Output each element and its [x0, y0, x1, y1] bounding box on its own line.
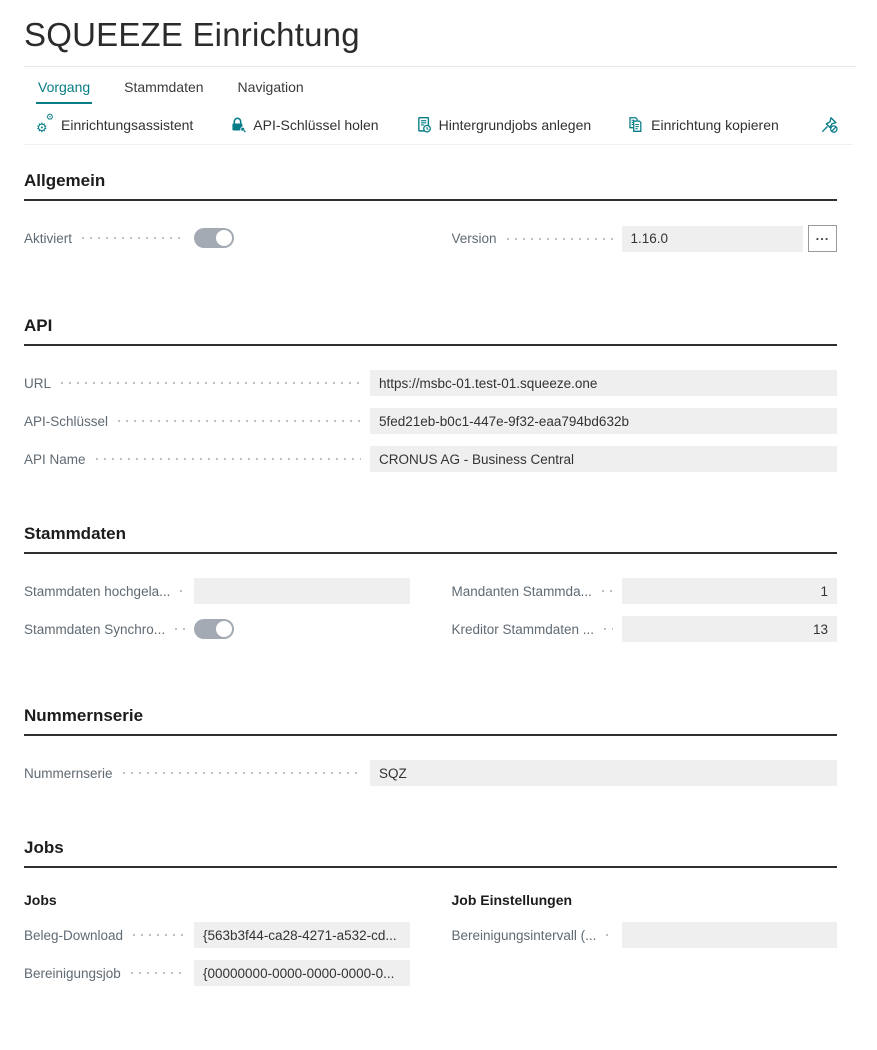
- toggle-knob: [216, 621, 232, 637]
- page-title: SQUEEZE Einrichtung: [24, 16, 360, 53]
- version-field[interactable]: [622, 226, 804, 252]
- get-api-key-label: API-Schlüssel holen: [253, 116, 379, 133]
- nummernserie-field[interactable]: [370, 760, 837, 786]
- nummernserie-row: [24, 760, 837, 786]
- api-key-row: [24, 408, 837, 434]
- allgemein-left-column: [24, 225, 410, 263]
- dotted-leader: [599, 590, 613, 592]
- nummernserie-label: Nummernserie: [24, 765, 113, 781]
- bereinigungsjob-value: {00000000-0000-0000-0000-0...: [203, 965, 395, 981]
- mandanten-row: [452, 578, 838, 604]
- stammdaten-right-column: [452, 578, 838, 654]
- section-jobs: [24, 838, 837, 998]
- mandanten-value: 1: [820, 583, 828, 599]
- create-background-jobs-label: Hintergrundjobs anlegen: [438, 116, 592, 133]
- dotted-leader: [128, 972, 185, 974]
- lock-key-icon: [229, 116, 246, 133]
- allgemein-right-column: [452, 225, 838, 264]
- api-name-row: [24, 446, 837, 472]
- document-clock-icon: [415, 116, 432, 133]
- hochgeladen-row: [24, 578, 410, 604]
- job-einstellungen-subgroup-title: Job Einstellungen: [451, 892, 573, 908]
- copy-icon: [627, 116, 644, 133]
- beleg-download-field[interactable]: [194, 922, 410, 948]
- version-value: 1.16.0: [630, 231, 669, 246]
- get-api-key-button[interactable]: [229, 116, 378, 133]
- create-background-jobs-button[interactable]: [415, 116, 592, 133]
- dotted-leader: [130, 934, 185, 936]
- nummernserie-value: SQZ: [379, 765, 407, 781]
- api-key-value: 5fed21eb-b0c1-447e-9f32-eaa794bd632b: [379, 413, 629, 429]
- synchro-row: [24, 616, 410, 642]
- api-name-label: API Name: [24, 451, 86, 467]
- toggle-knob: [216, 230, 232, 246]
- dotted-leader: [115, 420, 361, 422]
- stammdaten-left-column: [24, 578, 410, 654]
- aktiviert-row: [24, 225, 410, 251]
- kreditor-row: [452, 616, 838, 642]
- bereinigungsjob-label: Bereinigungsjob: [24, 965, 121, 981]
- section-title-stammdaten: Stammdaten: [24, 524, 837, 554]
- setup-wizard-button[interactable]: [36, 113, 194, 136]
- bereinigungsjob-row: [24, 960, 410, 986]
- url-row: [24, 370, 837, 396]
- dotted-leader: [177, 590, 185, 592]
- dotted-leader: [93, 458, 361, 460]
- synchro-toggle[interactable]: [194, 619, 234, 639]
- setup-wizard-label: Einrichtungsassistent: [61, 116, 194, 133]
- copy-setup-button[interactable]: [627, 116, 779, 133]
- tab-bar: [24, 67, 853, 104]
- version-label: Version: [451, 231, 497, 246]
- jobs-subgroup-title: Jobs: [24, 892, 57, 908]
- url-value: https://msbc-01.test-01.squeeze.one: [379, 375, 598, 391]
- dotted-leader: [172, 628, 185, 630]
- synchro-label: Stammdaten Synchro...: [24, 621, 166, 637]
- section-title-nummernserie: Nummernserie: [24, 706, 837, 736]
- hochgeladen-field[interactable]: [194, 578, 410, 604]
- url-label: URL: [24, 375, 52, 391]
- pin-off-icon[interactable]: [820, 115, 839, 134]
- section-title-api: API: [24, 316, 837, 346]
- tab-vorgang[interactable]: Vorgang: [36, 77, 92, 104]
- version-assist-button[interactable]: ...: [808, 225, 837, 252]
- bereinigungsintervall-row: [452, 922, 838, 948]
- api-key-field[interactable]: [370, 408, 837, 434]
- gears-icon: ⚙ ⚙: [36, 113, 54, 136]
- section-api: [24, 316, 837, 472]
- section-title-allgemein: Allgemein: [24, 171, 837, 201]
- jobs-left-column: [24, 892, 410, 998]
- beleg-download-value: {563b3f44-ca28-4271-a532-cd...: [203, 927, 397, 943]
- dotted-leader: [120, 772, 361, 774]
- section-title-jobs: Jobs: [24, 838, 837, 868]
- mandanten-field[interactable]: [622, 578, 838, 604]
- hochgeladen-label: Stammdaten hochgela...: [24, 583, 171, 599]
- api-key-label: API-Schlüssel: [24, 413, 109, 429]
- section-stammdaten: [24, 524, 837, 654]
- action-bar: [24, 106, 853, 145]
- dotted-leader: [504, 238, 613, 240]
- aktiviert-label: Aktiviert: [24, 230, 73, 246]
- kreditor-field[interactable]: [622, 616, 838, 642]
- dotted-leader: [79, 237, 185, 239]
- api-name-value: CRONUS AG - Business Central: [379, 451, 575, 467]
- kreditor-value: 13: [812, 621, 828, 637]
- copy-setup-label: Einrichtung kopieren: [651, 116, 779, 133]
- bereinigungsjob-field[interactable]: [194, 960, 410, 986]
- bereinigungsintervall-field[interactable]: [622, 922, 838, 948]
- dotted-leader: [601, 628, 612, 630]
- beleg-download-label: Beleg-Download: [24, 927, 124, 943]
- aktiviert-toggle[interactable]: [194, 228, 234, 248]
- version-row: [452, 225, 838, 252]
- section-allgemein: [24, 171, 837, 264]
- section-nummernserie: [24, 706, 837, 786]
- tab-stammdaten[interactable]: Stammdaten: [124, 79, 204, 95]
- tab-navigation[interactable]: Navigation: [237, 79, 304, 95]
- jobs-right-column: [452, 892, 838, 960]
- api-name-field[interactable]: [370, 446, 837, 472]
- dotted-leader: [58, 382, 361, 384]
- mandanten-label: Mandanten Stammda...: [451, 583, 592, 599]
- dotted-leader: [603, 934, 612, 936]
- bereinigungsintervall-label: Bereinigungsintervall (...: [451, 927, 597, 943]
- kreditor-label: Kreditor Stammdaten ...: [451, 621, 595, 637]
- url-field[interactable]: [370, 370, 837, 396]
- beleg-download-row: [24, 922, 410, 948]
